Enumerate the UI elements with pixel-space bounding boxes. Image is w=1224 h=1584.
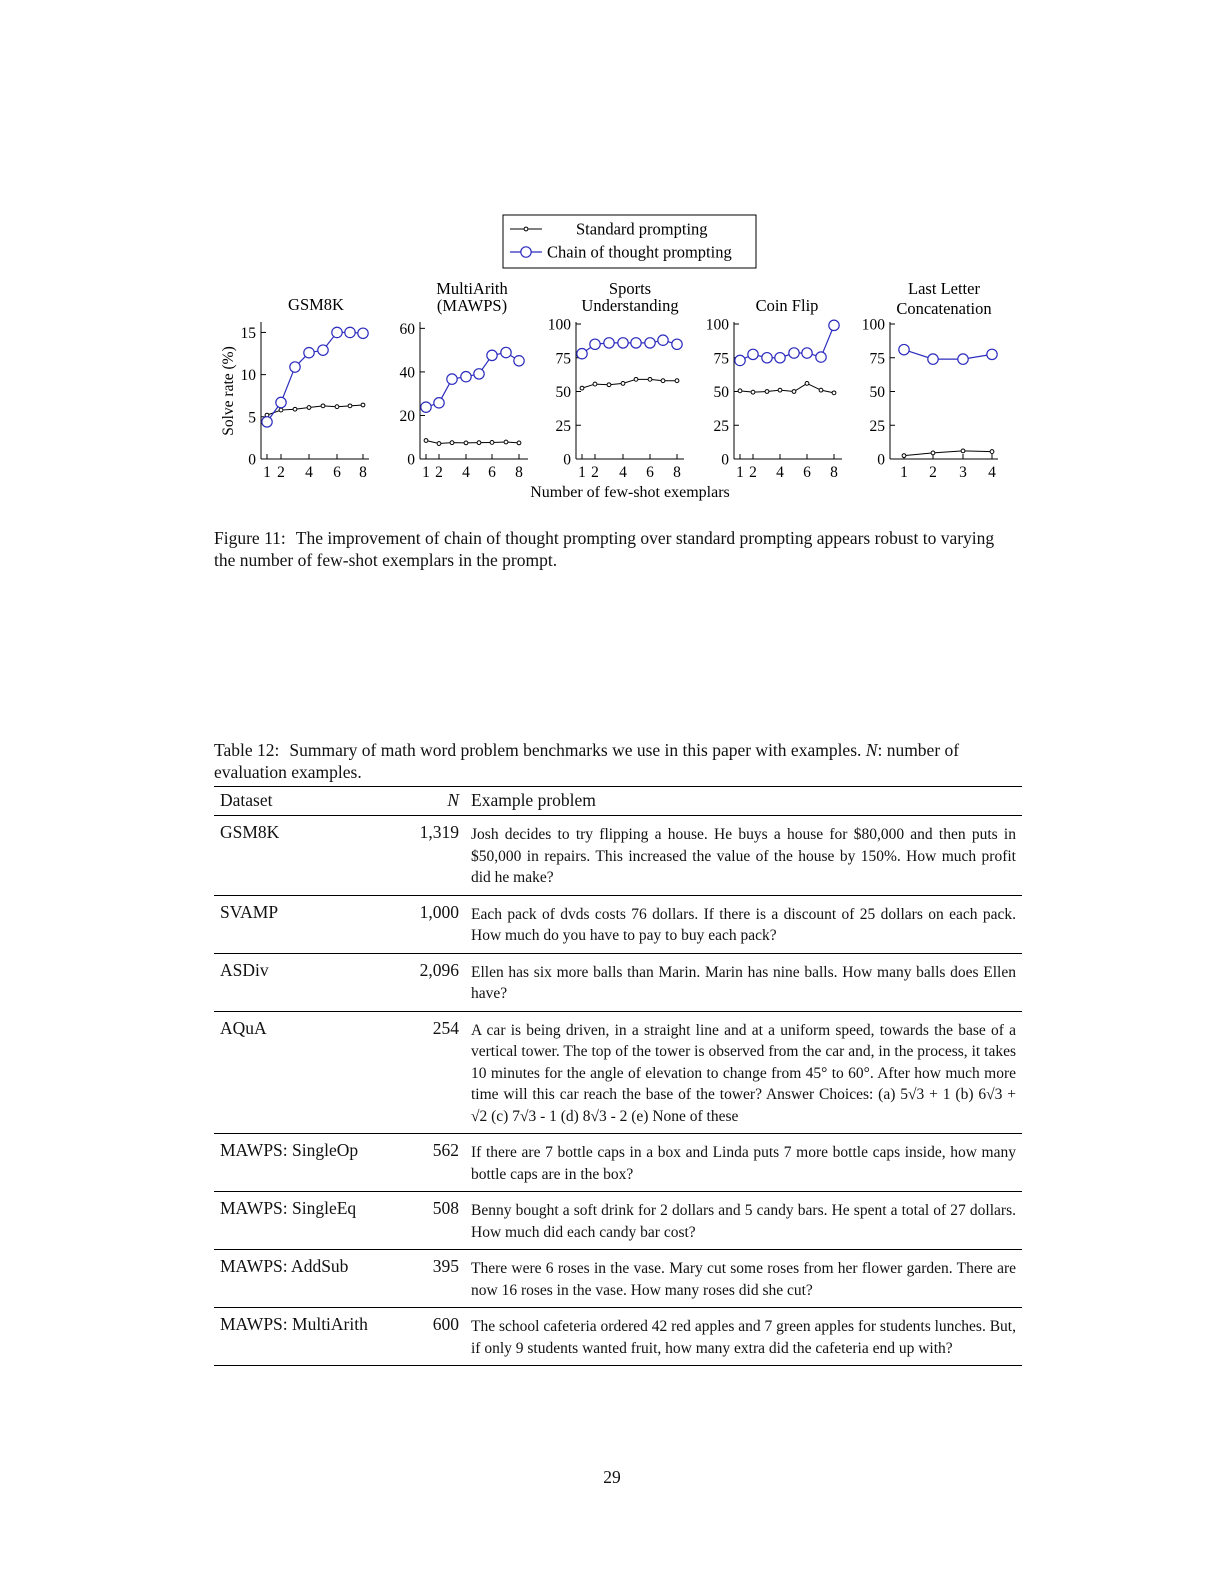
x-tick-label: 4 [305, 464, 313, 481]
standard-point [961, 449, 965, 453]
cot-point [290, 362, 300, 372]
x-tick-label: 8 [359, 464, 367, 481]
figure-caption-text: The improvement of chain of thought prompting over standard prompting appears robust to varying the number of few-shot exemplars in the prompt. [214, 528, 995, 570]
x-tick-label: 2 [591, 464, 599, 481]
y-tick-label: 50 [555, 384, 571, 401]
x-tick-label: 3 [959, 464, 967, 481]
table-row [214, 1308, 1022, 1366]
cot-point [735, 355, 745, 365]
standard-point [832, 391, 836, 395]
x-tick-label: 1 [736, 464, 744, 481]
standard-point [348, 404, 352, 408]
standard-point [517, 441, 521, 445]
y-tick-label: 50 [869, 384, 885, 401]
header-dataset: Dataset [214, 787, 401, 816]
x-tick-label: 2 [435, 464, 443, 481]
chart-title: Coin Flip [755, 296, 819, 315]
x-tick-label: 1 [578, 464, 586, 481]
x-tick-label: 1 [263, 464, 271, 481]
cot-point [276, 397, 286, 407]
cell-example: The school cafeteria ordered 42 red apples and 7 green apples for students lunches. But, if only 9 students wanted fruit, how many extra did the cafeteria end up with? [465, 1308, 1022, 1366]
x-tick-label: 4 [619, 464, 627, 481]
cell-example: Ellen has six more balls than Marin. Marin has nine balls. How many balls does Ellen have? [465, 953, 1022, 1011]
standard-point [593, 382, 597, 386]
standard-point [751, 390, 755, 394]
cell-example: Josh decides to try flipping a house. He buys a house for $80,000 and then puts in $50,000 in repairs. This increased the value of the house by 150%. How much profit did he make? [465, 816, 1022, 896]
cot-point [748, 349, 758, 359]
figure-caption-label: Figure 11: [214, 528, 286, 548]
y-tick-label: 0 [563, 451, 571, 469]
x-tick-label: 6 [333, 464, 341, 481]
cell-n: 562 [401, 1134, 465, 1192]
cot-point [631, 338, 641, 348]
chart-title: GSM8K [288, 295, 344, 314]
standard-point [990, 450, 994, 454]
cot-point [987, 349, 997, 359]
cot-point [604, 338, 614, 348]
cot-point [928, 354, 938, 364]
cot-point [802, 348, 812, 358]
cot-point [829, 320, 839, 330]
x-tick-label: 8 [830, 464, 838, 481]
cot-point [434, 398, 444, 408]
cell-n: 1,319 [401, 816, 465, 896]
y-tick-label: 20 [399, 407, 415, 425]
y-tick-label: 0 [407, 451, 415, 469]
table-caption-tail: : number of evaluation examples. [214, 740, 960, 782]
x-tick-label: 4 [988, 464, 996, 481]
cell-n: 2,096 [401, 953, 465, 1011]
cell-dataset: MAWPS: SingleEq [214, 1192, 401, 1250]
standard-series-line [904, 451, 992, 456]
standard-point [477, 441, 481, 445]
cot-point [775, 353, 785, 363]
y-tick-label: 25 [713, 417, 729, 435]
cot-point [318, 345, 328, 355]
standard-point [450, 441, 454, 445]
cell-n: 254 [401, 1011, 465, 1134]
table-row [214, 895, 1022, 953]
standard-point [819, 388, 823, 392]
standard-point [437, 442, 441, 446]
x-tick-label: 4 [776, 464, 784, 481]
cell-n: 1,000 [401, 895, 465, 953]
legend-standard-label: Standard prompting [576, 219, 708, 239]
standard-point [661, 379, 665, 383]
table-caption-text: Summary of math word problem benchmarks we use in this paper with examples. [289, 740, 862, 760]
x-tick-label: 2 [277, 464, 285, 481]
cell-dataset: SVAMP [214, 895, 401, 953]
cot-point [421, 402, 431, 412]
standard-point [738, 389, 742, 393]
x-axis-label: Number of few-shot exemplars [530, 484, 730, 501]
x-tick-label: 6 [803, 464, 811, 481]
table-row [214, 816, 1022, 896]
standard-point [765, 390, 769, 394]
cot-point [304, 347, 314, 357]
cot-point [789, 348, 799, 358]
standard-point [778, 388, 782, 392]
figure-caption [214, 527, 1014, 571]
table-header-row [214, 787, 1022, 816]
cot-point [645, 338, 655, 348]
cell-dataset: MAWPS: SingleOp [214, 1134, 401, 1192]
x-tick-label: 4 [462, 464, 470, 481]
y-tick-label: 0 [721, 451, 729, 469]
cell-dataset: ASDiv [214, 953, 401, 1011]
y-tick-label: 40 [399, 364, 415, 382]
cot-point [514, 356, 524, 366]
y-axis-label: Solve rate (%) [220, 346, 237, 436]
cot-series-line [904, 350, 992, 359]
chart-title: MultiArith [436, 279, 508, 298]
standard-point [424, 439, 428, 443]
cell-example: There were 6 roses in the vase. Mary cut some roses from her flower garden. There are now 16 roses in the vase. How many roses did she cut? [465, 1250, 1022, 1308]
standard-point [580, 386, 584, 390]
cell-dataset: AQuA [214, 1011, 401, 1134]
standard-point [805, 382, 809, 386]
standard-point [621, 382, 625, 386]
cell-example: If there are 7 bottle caps in a box and Linda puts 7 more bottle caps inside, how many bottle caps are in the box? [465, 1134, 1022, 1192]
standard-point [634, 377, 638, 381]
y-tick-label: 75 [555, 350, 571, 368]
page-number: 29 [603, 1467, 621, 1487]
chart-title: Sports [608, 279, 652, 298]
y-tick-label: 60 [399, 320, 415, 338]
legend-cot-marker [521, 247, 531, 257]
standard-point [931, 451, 935, 455]
cell-dataset: MAWPS: MultiArith [214, 1308, 401, 1366]
y-tick-label: 25 [869, 417, 885, 435]
table-caption [214, 739, 1014, 783]
cell-example: Each pack of dvds costs 76 dollars. If there is a discount of 25 dollars on each pack. How much do you have to pay to buy each pack? [465, 895, 1022, 953]
cot-point [332, 327, 342, 337]
x-tick-label: 2 [749, 464, 757, 481]
y-tick-label: 75 [713, 350, 729, 368]
cot-point [487, 350, 497, 360]
y-tick-label: 75 [869, 350, 885, 368]
cot-point [262, 417, 272, 427]
cell-dataset: MAWPS: AddSub [214, 1250, 401, 1308]
cot-point [501, 347, 511, 357]
table-row [214, 1011, 1022, 1134]
table-row [214, 1192, 1022, 1250]
chart-title: Understanding [581, 296, 679, 315]
y-tick-label: 10 [240, 367, 256, 385]
cot-point [899, 344, 909, 354]
cot-point [958, 354, 968, 364]
legend-standard-marker [524, 227, 528, 231]
cell-dataset: GSM8K [214, 816, 401, 896]
y-tick-label: 15 [240, 324, 256, 342]
standard-point [279, 408, 283, 412]
cot-point [345, 327, 355, 337]
cell-n: 395 [401, 1250, 465, 1308]
cot-point [461, 371, 471, 381]
y-tick-label: 100 [547, 316, 571, 334]
benchmark-table [214, 786, 1022, 1366]
figure-11 [0, 0, 1224, 520]
cot-point [618, 338, 628, 348]
standard-point [504, 440, 508, 444]
y-tick-label: 50 [713, 384, 729, 401]
standard-point [293, 407, 297, 411]
table-row [214, 1134, 1022, 1192]
standard-point [361, 403, 365, 407]
standard-point [307, 406, 311, 410]
cot-point [672, 339, 682, 349]
standard-point [792, 390, 796, 394]
x-tick-label: 6 [488, 464, 496, 481]
standard-point [464, 441, 468, 445]
standard-point [675, 379, 679, 383]
chart-title: (MAWPS) [436, 296, 508, 315]
y-tick-label: 5 [248, 409, 256, 427]
standard-point [321, 404, 325, 408]
table-caption-label: Table 12: [214, 740, 280, 760]
y-tick-label: 0 [877, 451, 885, 469]
chart-title: Last Letter [908, 279, 980, 298]
x-tick-label: 1 [422, 464, 430, 481]
cot-point [577, 349, 587, 359]
y-tick-label: 100 [705, 316, 729, 334]
table-caption-var: N [865, 740, 878, 760]
y-tick-label: 100 [861, 316, 885, 334]
cell-example: Benny bought a soft drink for 2 dollars and 5 candy bars. He spent a total of 27 dollars. How much did each candy bar cost? [465, 1192, 1022, 1250]
header-n: N [401, 787, 465, 816]
cot-point [447, 374, 457, 384]
cot-point [358, 328, 368, 338]
standard-point [490, 441, 494, 445]
standard-point [607, 383, 611, 387]
table-row [214, 1250, 1022, 1308]
x-tick-label: 2 [929, 464, 937, 481]
cell-n: 508 [401, 1192, 465, 1250]
x-tick-label: 8 [515, 464, 523, 481]
x-tick-label: 8 [673, 464, 681, 481]
cot-point [590, 339, 600, 349]
standard-point [335, 405, 339, 409]
cell-example: A car is being driven, in a straight line and at a uniform speed, towards the base of a vertical tower. The top of the tower is observed from the car and, in the process, it takes 10 minutes for the angle of elevation to change from 45° to 60°. After how much more time will this car reach the base of the tower? Answer Choices: (a) 5√3 + 1 (b) 6√3 + √2 (c) 7√3 - 1 (d) 8√3 - 2 (e) None of these [465, 1011, 1022, 1134]
x-tick-label: 1 [900, 464, 908, 481]
table-row [214, 953, 1022, 1011]
standard-point [902, 454, 906, 458]
y-tick-label: 25 [555, 417, 571, 435]
chart-title: Concatenation [896, 299, 992, 318]
cot-point [658, 335, 668, 345]
y-tick-label: 0 [248, 451, 256, 469]
header-example: Example problem [465, 787, 1022, 816]
cot-point [762, 353, 772, 363]
standard-point [648, 377, 652, 381]
legend-cot-label: Chain of thought prompting [547, 242, 732, 262]
cot-point [816, 352, 826, 362]
x-tick-label: 6 [646, 464, 654, 481]
cot-point [474, 369, 484, 379]
cell-n: 600 [401, 1308, 465, 1366]
